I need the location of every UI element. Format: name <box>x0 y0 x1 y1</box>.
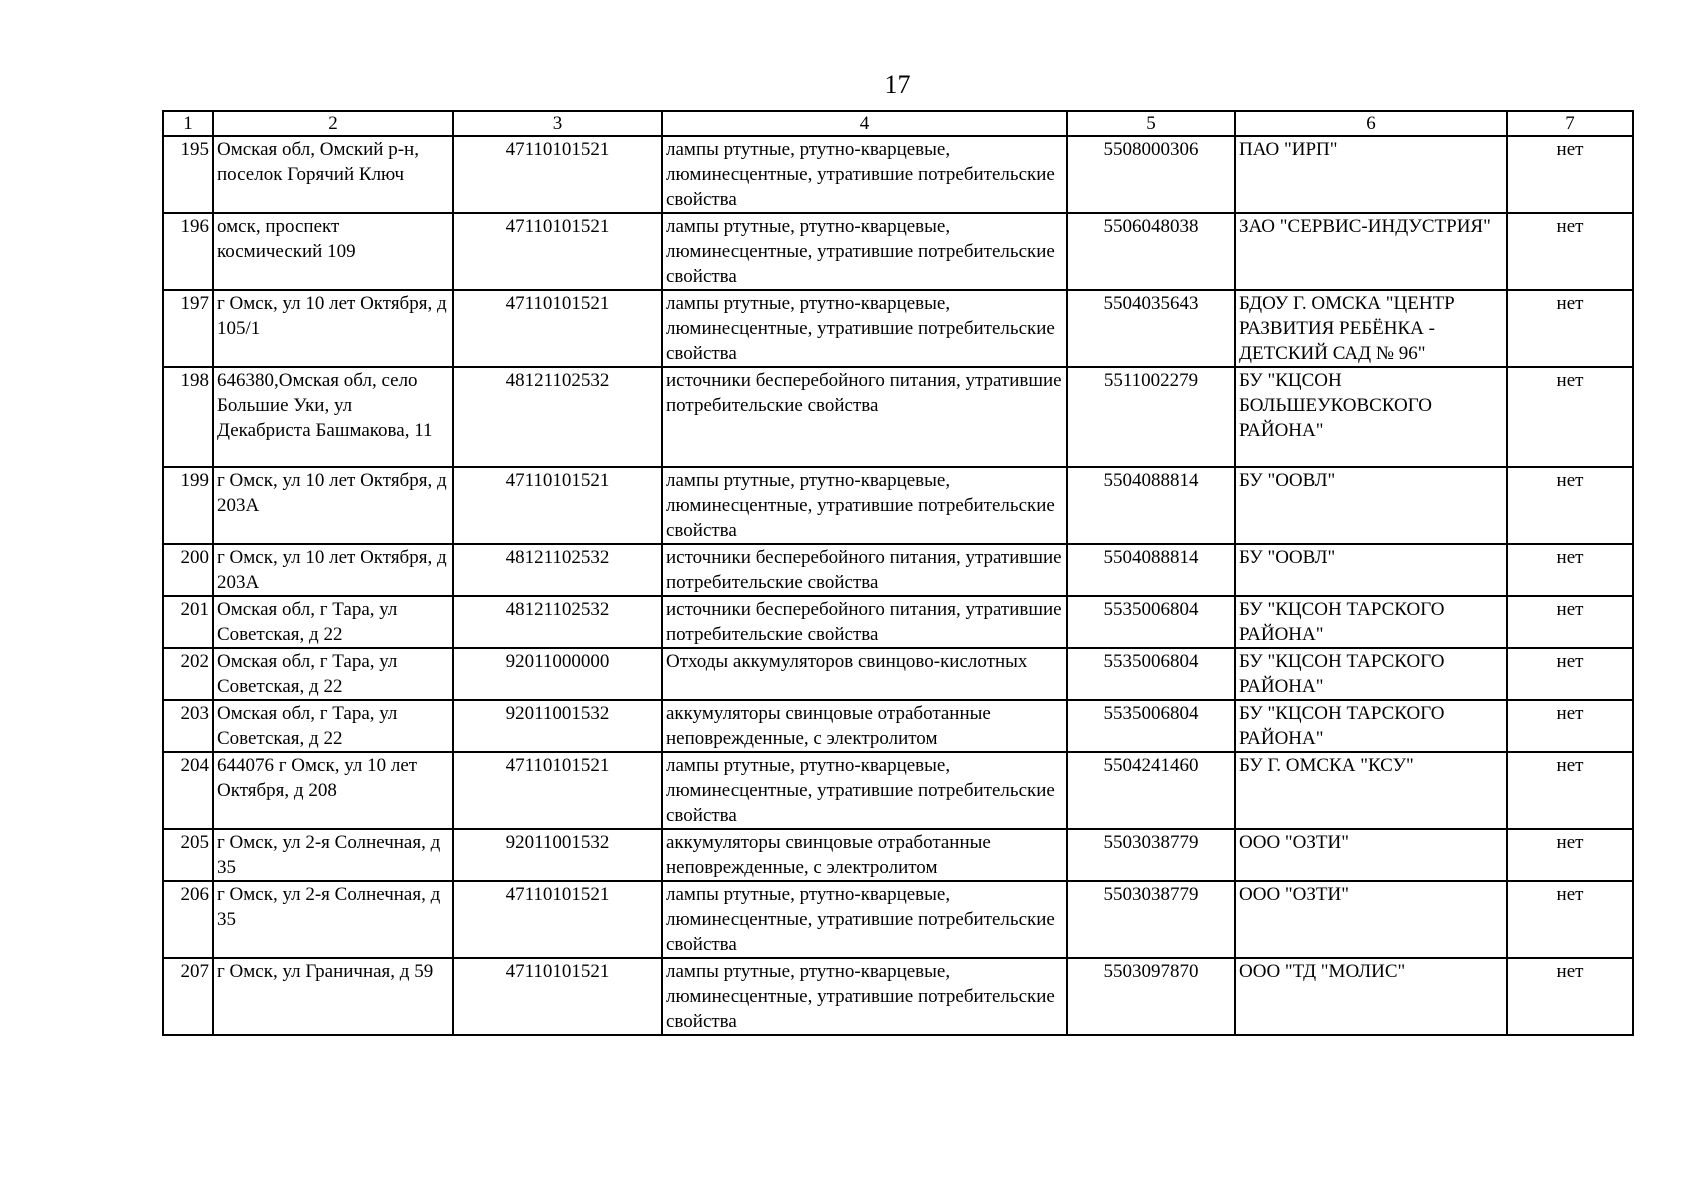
address-cell: 644076 г Омск, ул 10 лет Октября, д 208 <box>213 752 453 829</box>
inn-cell: 5535006804 <box>1067 648 1235 700</box>
inn-cell: 5508000306 <box>1067 136 1235 213</box>
address-cell: Омская обл, г Тара, ул Советская, д 22 <box>213 596 453 648</box>
waste-code-cell: 47110101521 <box>453 136 662 213</box>
column-header: 7 <box>1507 111 1633 136</box>
waste-code-cell: 92011001532 <box>453 829 662 881</box>
row-number: 203 <box>163 700 213 752</box>
organization-cell: БУ "КЦСОН ТАРСКОГО РАЙОНА" <box>1235 700 1507 752</box>
flag-cell: нет <box>1507 958 1633 1035</box>
waste-code-cell: 47110101521 <box>453 752 662 829</box>
table-row <box>163 290 1633 367</box>
waste-code-cell: 47110101521 <box>453 467 662 544</box>
address-cell: Омская обл, г Тара, ул Советская, д 22 <box>213 648 453 700</box>
row-number: 199 <box>163 467 213 544</box>
waste-code-cell: 48121102532 <box>453 544 662 596</box>
inn-cell: 5503038779 <box>1067 881 1235 958</box>
row-number: 207 <box>163 958 213 1035</box>
address-cell: омск, проспект космический 109 <box>213 213 453 290</box>
inn-cell: 5504088814 <box>1067 544 1235 596</box>
table-row <box>163 213 1633 290</box>
table-row <box>163 958 1633 1035</box>
flag-cell: нет <box>1507 829 1633 881</box>
flag-cell: нет <box>1507 700 1633 752</box>
organization-cell: БДОУ Г. ОМСКА "ЦЕНТР РАЗВИТИЯ РЕБЁНКА - ДЕТСКИЙ САД № 96" <box>1235 290 1507 367</box>
organization-cell: ПАО "ИРП" <box>1235 136 1507 213</box>
waste-description-cell: лампы ртутные, ртутно-кварцевые, люминесцентные, утратившие потребительские свойства <box>662 752 1067 829</box>
row-number: 198 <box>163 367 213 467</box>
waste-description-cell: лампы ртутные, ртутно-кварцевые, люминесцентные, утратившие потребительские свойства <box>662 881 1067 958</box>
waste-code-cell: 92011001532 <box>453 700 662 752</box>
organization-cell: ООО "ОЗТИ" <box>1235 881 1507 958</box>
organization-cell: БУ "КЦСОН БОЛЬШЕУКОВСКОГО РАЙОНА" <box>1235 367 1507 467</box>
row-number: 200 <box>163 544 213 596</box>
organization-cell: БУ "ООВЛ" <box>1235 467 1507 544</box>
table-row <box>163 700 1633 752</box>
organization-cell: БУ Г. ОМСКА "КСУ" <box>1235 752 1507 829</box>
waste-registry-table <box>162 110 1634 1036</box>
flag-cell: нет <box>1507 367 1633 467</box>
waste-description-cell: аккумуляторы свинцовые отработанные неповрежденные, с электролитом <box>662 700 1067 752</box>
waste-code-cell: 47110101521 <box>453 213 662 290</box>
page-number: 17 <box>884 70 911 99</box>
table-row <box>163 829 1633 881</box>
waste-description-cell: Отходы аккумуляторов свинцово-кислотных <box>662 648 1067 700</box>
waste-code-cell: 92011000000 <box>453 648 662 700</box>
column-header: 3 <box>453 111 662 136</box>
row-number: 206 <box>163 881 213 958</box>
row-number: 202 <box>163 648 213 700</box>
table-row <box>163 648 1633 700</box>
waste-code-cell: 47110101521 <box>453 958 662 1035</box>
address-cell: 646380,Омская обл, село Большие Уки, ул Декабриста Башмакова, 11 <box>213 367 453 467</box>
waste-description-cell: лампы ртутные, ртутно-кварцевые, люминесцентные, утратившие потребительские свойства <box>662 467 1067 544</box>
row-number: 205 <box>163 829 213 881</box>
column-header: 5 <box>1067 111 1235 136</box>
flag-cell: нет <box>1507 648 1633 700</box>
inn-cell: 5504241460 <box>1067 752 1235 829</box>
inn-cell: 5504088814 <box>1067 467 1235 544</box>
address-cell: Омская обл, г Тара, ул Советская, д 22 <box>213 700 453 752</box>
flag-cell: нет <box>1507 467 1633 544</box>
inn-cell: 5506048038 <box>1067 213 1235 290</box>
address-cell: г Омск, ул Граничная, д 59 <box>213 958 453 1035</box>
address-cell: г Омск, ул 10 лет Октября, д 203А <box>213 544 453 596</box>
column-header: 6 <box>1235 111 1507 136</box>
flag-cell: нет <box>1507 752 1633 829</box>
table-row <box>163 544 1633 596</box>
flag-cell: нет <box>1507 213 1633 290</box>
waste-description-cell: лампы ртутные, ртутно-кварцевые, люминесцентные, утратившие потребительские свойства <box>662 958 1067 1035</box>
inn-cell: 5503097870 <box>1067 958 1235 1035</box>
organization-cell: ЗАО "СЕРВИС-ИНДУСТРИЯ" <box>1235 213 1507 290</box>
row-number: 204 <box>163 752 213 829</box>
table-row <box>163 467 1633 544</box>
organization-cell: ООО "ОЗТИ" <box>1235 829 1507 881</box>
waste-description-cell: аккумуляторы свинцовые отработанные неповрежденные, с электролитом <box>662 829 1067 881</box>
flag-cell: нет <box>1507 136 1633 213</box>
row-number: 196 <box>163 213 213 290</box>
column-number-row <box>163 111 1633 136</box>
organization-cell: БУ "ООВЛ" <box>1235 544 1507 596</box>
address-cell: г Омск, ул 2-я Солнечная, д 35 <box>213 829 453 881</box>
waste-description-cell: источники бесперебойного питания, утратившие потребительские свойства <box>662 544 1067 596</box>
flag-cell: нет <box>1507 596 1633 648</box>
table-row <box>163 367 1633 467</box>
waste-code-cell: 47110101521 <box>453 290 662 367</box>
column-header: 4 <box>662 111 1067 136</box>
waste-description-cell: источники бесперебойного питания, утратившие потребительские свойства <box>662 367 1067 467</box>
inn-cell: 5535006804 <box>1067 596 1235 648</box>
organization-cell: БУ "КЦСОН ТАРСКОГО РАЙОНА" <box>1235 596 1507 648</box>
waste-description-cell: лампы ртутные, ртутно-кварцевые, люминесцентные, утратившие потребительские свойства <box>662 136 1067 213</box>
row-number: 195 <box>163 136 213 213</box>
waste-code-cell: 48121102532 <box>453 596 662 648</box>
organization-cell: БУ "КЦСОН ТАРСКОГО РАЙОНА" <box>1235 648 1507 700</box>
flag-cell: нет <box>1507 544 1633 596</box>
address-cell: г Омск, ул 2-я Солнечная, д 35 <box>213 881 453 958</box>
waste-description-cell: лампы ртутные, ртутно-кварцевые, люминесцентные, утратившие потребительские свойства <box>662 213 1067 290</box>
waste-description-cell: источники бесперебойного питания, утратившие потребительские свойства <box>662 596 1067 648</box>
inn-cell: 5504035643 <box>1067 290 1235 367</box>
table-row <box>163 881 1633 958</box>
row-number: 197 <box>163 290 213 367</box>
column-header: 1 <box>163 111 213 136</box>
column-header: 2 <box>213 111 453 136</box>
address-cell: г Омск, ул 10 лет Октября, д 203А <box>213 467 453 544</box>
waste-code-cell: 48121102532 <box>453 367 662 467</box>
address-cell: Омская обл, Омский р-н, поселок Горячий Ключ <box>213 136 453 213</box>
inn-cell: 5511002279 <box>1067 367 1235 467</box>
flag-cell: нет <box>1507 881 1633 958</box>
inn-cell: 5535006804 <box>1067 700 1235 752</box>
flag-cell: нет <box>1507 290 1633 367</box>
table-row <box>163 136 1633 213</box>
organization-cell: ООО "ТД "МОЛИС" <box>1235 958 1507 1035</box>
row-number: 201 <box>163 596 213 648</box>
table-row <box>163 596 1633 648</box>
address-cell: г Омск, ул 10 лет Октября, д 105/1 <box>213 290 453 367</box>
inn-cell: 5503038779 <box>1067 829 1235 881</box>
table-row <box>163 752 1633 829</box>
waste-code-cell: 47110101521 <box>453 881 662 958</box>
waste-description-cell: лампы ртутные, ртутно-кварцевые, люминесцентные, утратившие потребительские свойства <box>662 290 1067 367</box>
